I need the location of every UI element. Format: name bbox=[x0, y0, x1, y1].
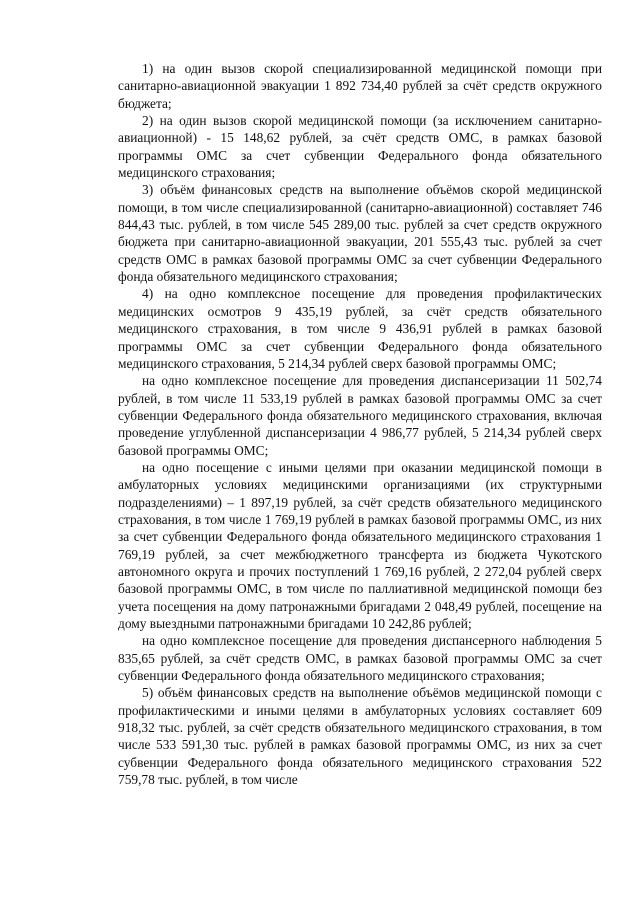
paragraph-item-5: 5) объём финансовых средств на выполнение объёмов медицинской помощи с профилактическими и иными целями в амбулаторных условиях составляет 609 918,32 тыс. рублей, за счёт средств обязательного медицинского страхования, в том числе 533 591,30 тыс. рублей в рамках базовой программы ОМС, из них за счет субвенции Федерального фонда обязательного медицинского страхования 522 759,78 тыс. рублей, в том числе bbox=[118, 685, 602, 788]
document-page bbox=[118, 60, 602, 788]
paragraph-dispensary-observation: на одно комплексное посещение для проведения диспансерного наблюдения 5 835,65 рублей, за счёт средств ОМС, в рамках базовой программы ОМС за счет субвенции Федерального фонда обязательного медицинского страхования; bbox=[118, 633, 602, 684]
paragraph-item-3: 3) объём финансовых средств на выполнение объёмов скорой медицинской помощи, в том числе специализированной (санитарно-авиационной) составляет 746 844,43 тыс. рублей, в том числе 545 289,00 тыс. рублей за счет средств окружного бюджета при санитарно-авиационной эвакуации, 201 555,43 тыс. рублей за счет средств ОМС в рамках базовой программы ОМС за счет субвенции Федерального фонда обязательного медицинского страхования; bbox=[118, 182, 602, 285]
paragraph-item-4: 4) на одно комплексное посещение для проведения профилактических медицинских осмотров 9 435,19 рублей, за счёт средств обязательного медицинского страхования, в том числе 9 436,91 рублей в рамках базовой программы ОМС за счет субвенции Федерального фонда обязательного медицинского страхования, 5 214,34 рублей сверх базовой программы ОМС; bbox=[118, 286, 602, 371]
paragraph-dispensary: на одно комплексное посещение для проведения диспансеризации 11 502,74 рублей, в том числе 11 533,19 рублей в рамках базовой программы ОМС за счет субвенции Федерального фонда обязательного медицинского страхования, включая проведение углубленной диспансеризации 4 986,77 рублей, 5 214,34 рублей сверх базовой программы ОМС; bbox=[118, 373, 602, 458]
paragraph-other-visits: на одно посещение с иными целями при оказании медицинской помощи в амбулаторных условиях медицинскими организациями (их структурными подразделениями) – 1 897,19 рублей, за счёт средств обязательного медицинского страхования, в том числе 1 769,19 рублей в рамках базовой программы ОМС, из них за счет субвенции Федерального фонда обязательного медицинского страхования 1 769,19 рублей, за счет межбюджетного трансферта из бюджета Чукотского автономного округа и прочих поступлений 1 769,16 рублей, 2 272,04 рублей сверх базовой программы ОМС, в том числе по паллиативной медицинской помощи без учета посещения на дому патронажными бригадами 2 048,49 рублей, посещение на дому выездными патронажными бригадами 10 242,86 рублей; bbox=[118, 459, 602, 631]
paragraph-item-1: 1) на один вызов скорой специализированной медицинской помощи при санитарно-авиационной эвакуации 1 892 734,40 рублей за счёт средств окружного бюджета; bbox=[118, 61, 602, 111]
paragraph-item-2: 2) на один вызов скорой медицинской помощи (за исключением санитарно-авиационной) - 15 148,62 рублей, за счёт средств ОМС, в рамках базовой программы ОМС за счет субвенции Федерального фонда обязательного медицинского страхования; bbox=[118, 113, 602, 181]
